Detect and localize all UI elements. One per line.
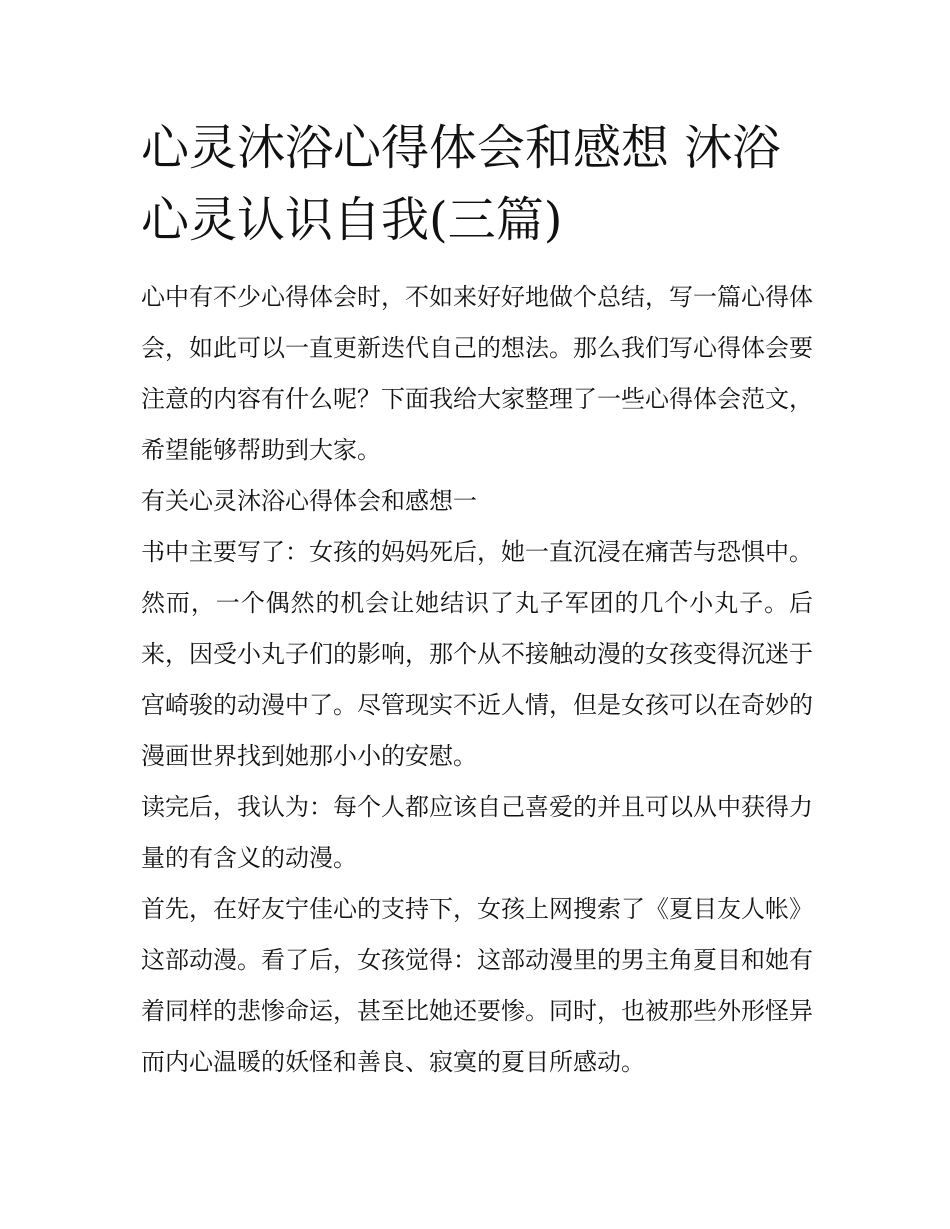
intro-paragraph: 心中有不少心得体会时，不如来好好地做个总结，写一篇心得体会，如此可以一直更新迭代自己的想法。那么我们写心得体会要注意的内容有什么呢？下面我给大家整理了一些心得体会范文，希望能够帮助到大家。 [141,283,813,464]
document-body [141,112,813,1088]
body-paragraph-summary: 书中主要写了：女孩的妈妈死后，她一直沉浸在痛苦与恐惧中。然而，一个偶然的机会让她结识了丸子军团的几个小丸子。后来，因受小丸子们的影响，那个从不接触动漫的女孩变得沉迷于宫崎骏的动漫中了。尽管现实不近人情，但是女孩可以在奇妙的漫画世界找到她那小小的安慰。 [141,538,813,770]
body-paragraph-opinion: 读完后，我认为：每个人都应该自己喜爱的并且可以从中获得力量的有含义的动漫。 [141,793,813,872]
body-paragraph-first-point: 首先，在好友宁佳心的支持下，女孩上网搜索了《夏目友人帐》这部动漫。看了后，女孩觉得：这部动漫里的男主角夏目和她有着同样的悲惨命运，甚至比她还要惨。同时，也被那些外形怪异而内心温暖的妖怪和善良、寂寞的夏目所感动。 [141,895,813,1076]
section-heading: 有关心灵沐浴心得体会和感想一 [141,487,477,515]
document-title: 心灵沐浴心得体会和感想 沐浴心灵认识自我(三篇) [141,120,781,248]
